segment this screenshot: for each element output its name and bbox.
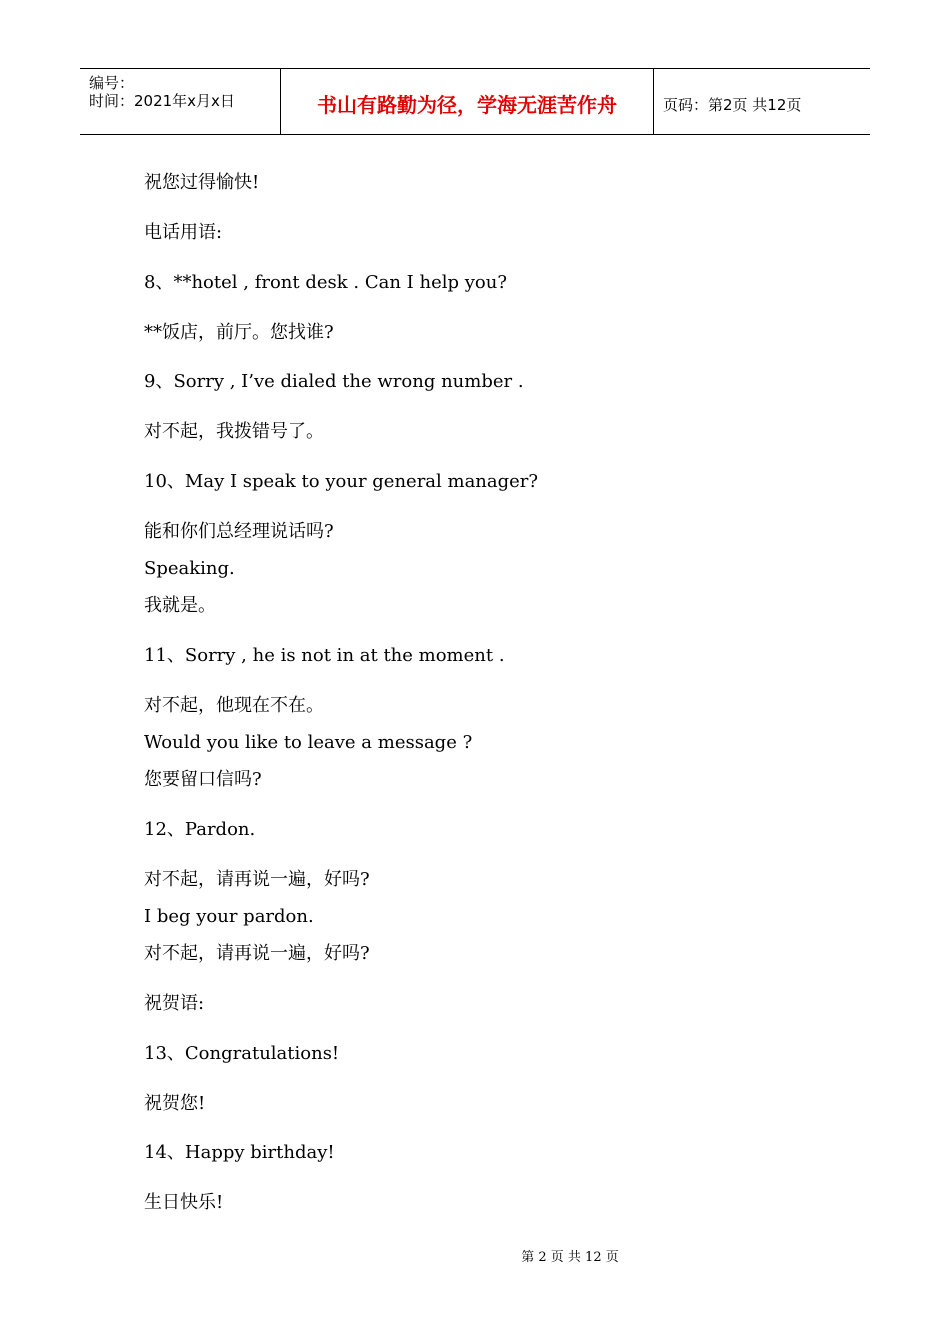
text-line: 您要留口信吗? bbox=[144, 769, 262, 790]
text-line: 我就是。 bbox=[144, 595, 216, 616]
text-line: 10、May I speak to your general manager? bbox=[144, 471, 539, 492]
page-info: 页码：第2页 共12页 bbox=[663, 96, 802, 114]
number-label: 编号： bbox=[89, 74, 135, 92]
text-line: 祝贺语: bbox=[144, 993, 205, 1014]
text-line: 祝贺您! bbox=[144, 1093, 206, 1114]
text-line: Speaking. bbox=[144, 558, 235, 579]
header-left-cell bbox=[80, 69, 281, 134]
text-line: 对不起，我拨错号了。 bbox=[144, 421, 324, 442]
page-footer: 第 2 页 共 12 页 bbox=[521, 1250, 619, 1265]
motto-text: 书山有路勤为径，学海无涯苦作舟 bbox=[317, 93, 617, 117]
text-line: 对不起，他现在不在。 bbox=[144, 695, 324, 716]
text-line: **饭店，前厅。您找谁? bbox=[144, 322, 334, 343]
text-line: 电话用语: bbox=[144, 222, 223, 243]
time-label: 时间：2021年x月x日 bbox=[89, 92, 235, 110]
text-line: 13、Congratulations! bbox=[144, 1043, 340, 1064]
text-line: Would you like to leave a message ? bbox=[144, 732, 473, 753]
document-header bbox=[80, 68, 870, 135]
text-line: 祝您过得愉快! bbox=[144, 172, 260, 193]
text-line: I beg your pardon. bbox=[144, 906, 314, 927]
text-line: 对不起，请再说一遍，好吗? bbox=[144, 943, 370, 964]
text-line: 生日快乐! bbox=[144, 1192, 224, 1213]
text-line: 对不起，请再说一遍，好吗? bbox=[144, 869, 370, 890]
text-line: 14、Happy birthday! bbox=[144, 1142, 335, 1163]
header-right-cell bbox=[654, 69, 870, 134]
text-line: 11、Sorry , he is not in at the moment . bbox=[144, 645, 505, 666]
text-line: 12、Pardon. bbox=[144, 819, 256, 840]
text-line: 8、**hotel , front desk . Can I help you? bbox=[144, 272, 507, 293]
text-line: 9、Sorry , I’ve dialed the wrong number . bbox=[144, 371, 524, 392]
text-line: 能和你们总经理说话吗? bbox=[144, 521, 334, 542]
header-motto-cell bbox=[281, 69, 654, 134]
